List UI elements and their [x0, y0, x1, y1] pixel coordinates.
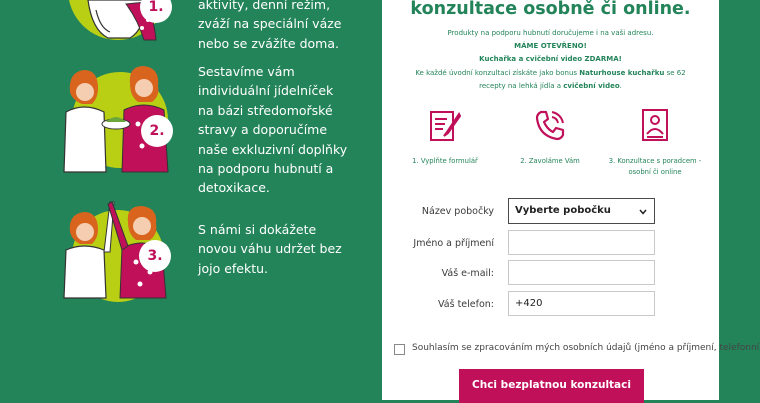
name-label: Jméno a příjmení [413, 238, 494, 249]
consultation-icon [639, 108, 671, 142]
chevron-down-icon [639, 209, 647, 215]
step-2-text: Sestavíme vám individuální jídelníček na bázi středomořské stravy a doporučíme naše exkluzivní doplňky na podporu hubnutí a detoxikace. [198, 64, 348, 196]
branch-select[interactable] [508, 198, 655, 224]
process-step-consultation [600, 108, 710, 178]
phone-label: Váš telefon: [438, 299, 494, 310]
consent-text: Souhlasím se zpracováním mých osobních údajů (jméno a příjmení, telefonní [412, 343, 760, 353]
process-step-form [390, 108, 500, 167]
email-row [382, 260, 719, 288]
info-delivery: Produkty na podporu hubnutí doručujeme i na vaši adresu. [447, 29, 654, 37]
form-icon [429, 108, 461, 142]
email-label: Váš e-mail: [441, 268, 494, 279]
phone-icon [533, 108, 567, 142]
phone-row [382, 291, 719, 319]
step-3-text: S námi si dokážete novou váhu udržet bez jojo efektu. [198, 222, 342, 276]
step-1-number-badge: 1. [140, 0, 172, 23]
info-block [382, 27, 719, 93]
step-3-number-badge: 3. [139, 240, 171, 272]
info-free-bonus: Kuchařka a cvičební video ZDARMA! [479, 55, 622, 64]
submit-consultation-button[interactable]: Chci bezplatnou konzultaci [459, 369, 644, 403]
branch-row [382, 198, 719, 226]
email-input[interactable] [508, 260, 655, 285]
info-open: MÁME OTEVŘENO! [514, 42, 587, 51]
info-bonus-line: Ke každé úvodní konzultaci získáte jako bonus Naturhouse kuchařku se 62 [415, 68, 686, 77]
steps-panel [0, 0, 382, 400]
step-2-number-badge: 2. [141, 115, 173, 147]
branch-label: Název pobočky [421, 206, 494, 217]
consent-row [394, 342, 760, 356]
process-step-call [495, 108, 605, 167]
consent-checkbox[interactable] [394, 344, 405, 355]
process-label-3: 3. Konzultace s poradcem - osobní či online [608, 157, 702, 176]
branch-select-value: Vyberte pobočku [515, 205, 611, 216]
panel-headline: konzultace osobně či online. [410, 0, 691, 19]
step-2-illustration [48, 62, 188, 172]
name-input[interactable] [508, 230, 655, 255]
name-row [382, 230, 719, 258]
step-1-text: aktivity, denní režim, zváží na speciální váze nebo se zvážíte doma. [198, 0, 342, 51]
process-label-2: 2. Zavoláme Vám [520, 157, 580, 165]
phone-input[interactable]: +420 [508, 291, 655, 316]
consultation-panel [382, 0, 760, 400]
info-bonus-line-2: recepty na lehká jídla a cvičební video. [479, 81, 622, 90]
process-label-1: 1. Vyplňte formulář [412, 157, 478, 165]
